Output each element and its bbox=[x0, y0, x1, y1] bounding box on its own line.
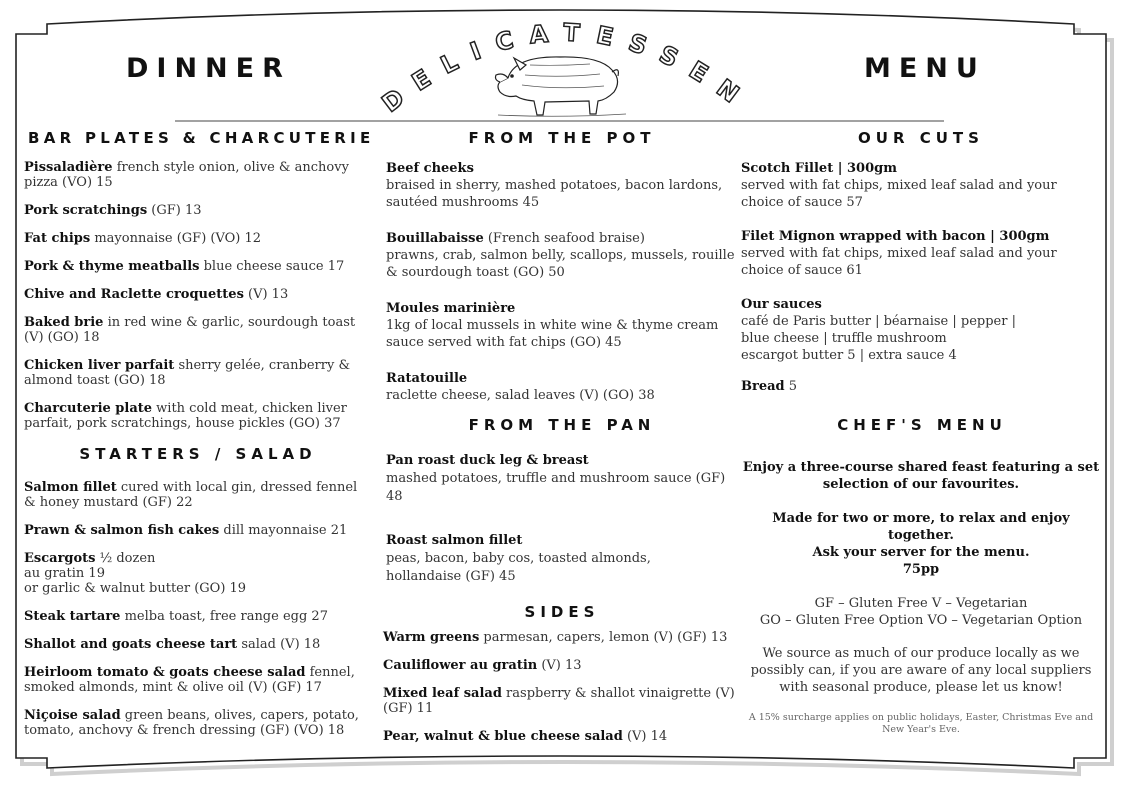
list-item: Filet Mignon wrapped with bacon | 300gm served with fat chips, mixed leaf salad and your choice of sauce 61 bbox=[741, 229, 1057, 278]
surcharge-note: A 15% surcharge applies on public holidays, Easter, Christmas Eve and New Year's Eve. bbox=[748, 712, 1094, 735]
list-item: Salmon fillet cured with local gin, dressed fennel & honey mustard (GF) 22 bbox=[24, 480, 358, 510]
list-item: Chive and Raclette croquettes (V) 13 bbox=[24, 287, 289, 302]
our-cuts-heading: OUR CUTS bbox=[858, 129, 984, 147]
list-item: Pear, walnut & blue cheese salad (V) 14 bbox=[383, 729, 668, 744]
chefs-menu-heading: CHEF'S MENU bbox=[837, 416, 1007, 434]
starters-list bbox=[24, 480, 372, 738]
menu-title: MENU bbox=[864, 53, 986, 84]
list-item: Ratatouille raclette cheese, salad leaves (V) (GO) 38 bbox=[386, 371, 655, 403]
pot-list bbox=[386, 160, 740, 404]
list-item: Chicken liver parfait sherry gelée, cranberry & almond toast (GO) 18 bbox=[24, 358, 351, 388]
list-item: Cauliflower au gratin (V) 13 bbox=[383, 658, 582, 673]
list-item: Steak tartare melba toast, free range egg 27 bbox=[24, 609, 328, 624]
sides-list bbox=[383, 630, 737, 744]
sauces-block: Our sauces café de Paris butter | béarnaise | pepper | blue cheese | truffle mushroom escargot butter 5 | extra sauce 4 bbox=[741, 297, 1016, 363]
list-item: Fat chips mayonnaise (GF) (VO) 12 bbox=[24, 231, 262, 246]
from-the-pan-heading: FROM THE PAN bbox=[468, 416, 656, 434]
list-item: Bouillabaisse (French seafood braise) prawns, crab, salmon belly, scallops, mussels, rouille & sourdough toast (GO) 50 bbox=[386, 231, 735, 280]
logo-text: DELICATESSEN bbox=[376, 18, 758, 118]
svg-text:DELICATESSEN bbox=[377, 18, 757, 117]
list-item: Scotch Fillet | 300gm served with fat chips, mixed leaf salad and your choice of sauce 57 bbox=[741, 161, 1057, 210]
list-item: Charcuterie plate with cold meat, chicken liver parfait, pork scratchings, house pickles (GO) 37 bbox=[24, 401, 347, 431]
sides-heading: SIDES bbox=[524, 603, 600, 621]
list-item: Mixed leaf salad raspberry & shallot vinaigrette (V) (GF) 11 bbox=[383, 686, 735, 716]
list-item: Escargots ½ dozen au gratin 19 or garlic & walnut butter (GO) 19 bbox=[24, 551, 247, 596]
list-item: Prawn & salmon fish cakes dill mayonnaise 21 bbox=[24, 523, 348, 538]
from-the-pot-heading: FROM THE POT bbox=[468, 129, 656, 147]
logo-arc bbox=[370, 10, 760, 120]
list-item: Beef cheeks braised in sherry, mashed potatoes, bacon lardons, sautéed mushrooms 45 bbox=[386, 161, 723, 210]
list-item: Pork scratchings (GF) 13 bbox=[24, 203, 202, 218]
chefs-menu-intro: Enjoy a three-course shared feast featuring a set selection of our favourites. bbox=[742, 460, 1100, 492]
list-item: Niçoise salad green beans, olives, capers, potato, tomato, anchovy & french dressing (GF) (VO) 18 bbox=[24, 708, 359, 738]
starters-heading: STARTERS / SALAD bbox=[79, 445, 317, 463]
list-item: Heirloom tomato & goats cheese salad fennel, smoked almonds, mint & olive oil (V) (GF) 17 bbox=[24, 665, 355, 695]
local-produce-note: We source as much of our produce locally as we possibly can, if you are aware of any local suppliers with seasonal produce, please let us know! bbox=[750, 646, 1092, 695]
dinner-title: DINNER bbox=[126, 53, 291, 84]
bar-plates-list bbox=[24, 160, 372, 431]
list-item: Roast salmon fillet peas, bacon, baby cos, toasted almonds, hollandaise (GF) 45 bbox=[386, 533, 651, 584]
list-item: Pan roast duck leg & breast mashed potatoes, truffle and mushroom sauce (GF) 48 bbox=[386, 453, 726, 504]
list-item: Moules marinière 1kg of local mussels in white wine & thyme cream sauce served with fat chips (GO) 45 bbox=[386, 301, 719, 350]
list-item: Baked brie in red wine & garlic, sourdough toast (V) (GO) 18 bbox=[24, 315, 356, 345]
cuts-list bbox=[741, 160, 1103, 394]
pan-list bbox=[386, 452, 726, 586]
chefs-menu-price: 75pp bbox=[902, 562, 940, 577]
bread-item: Bread 5 bbox=[741, 379, 798, 394]
list-item: Pork & thyme meatballs blue cheese sauce 17 bbox=[24, 259, 345, 274]
list-item: Shallot and goats cheese tart salad (V) 18 bbox=[24, 637, 321, 652]
chefs-menu-details: Made for two or more, to relax and enjoy together. Ask your server for the menu. 75pp bbox=[742, 510, 1100, 578]
dietary-legend: GF – Gluten Free V – Vegetarian GO – Gluten Free Option VO – Vegetarian Option bbox=[759, 596, 1083, 628]
list-item: Pissaladière french style onion, olive & anchovy pizza (VO) 15 bbox=[24, 160, 349, 190]
list-item: Warm greens parmesan, capers, lemon (V) (GF) 13 bbox=[383, 630, 728, 645]
bar-plates-heading: BAR PLATES & CHARCUTERIE bbox=[28, 129, 375, 147]
